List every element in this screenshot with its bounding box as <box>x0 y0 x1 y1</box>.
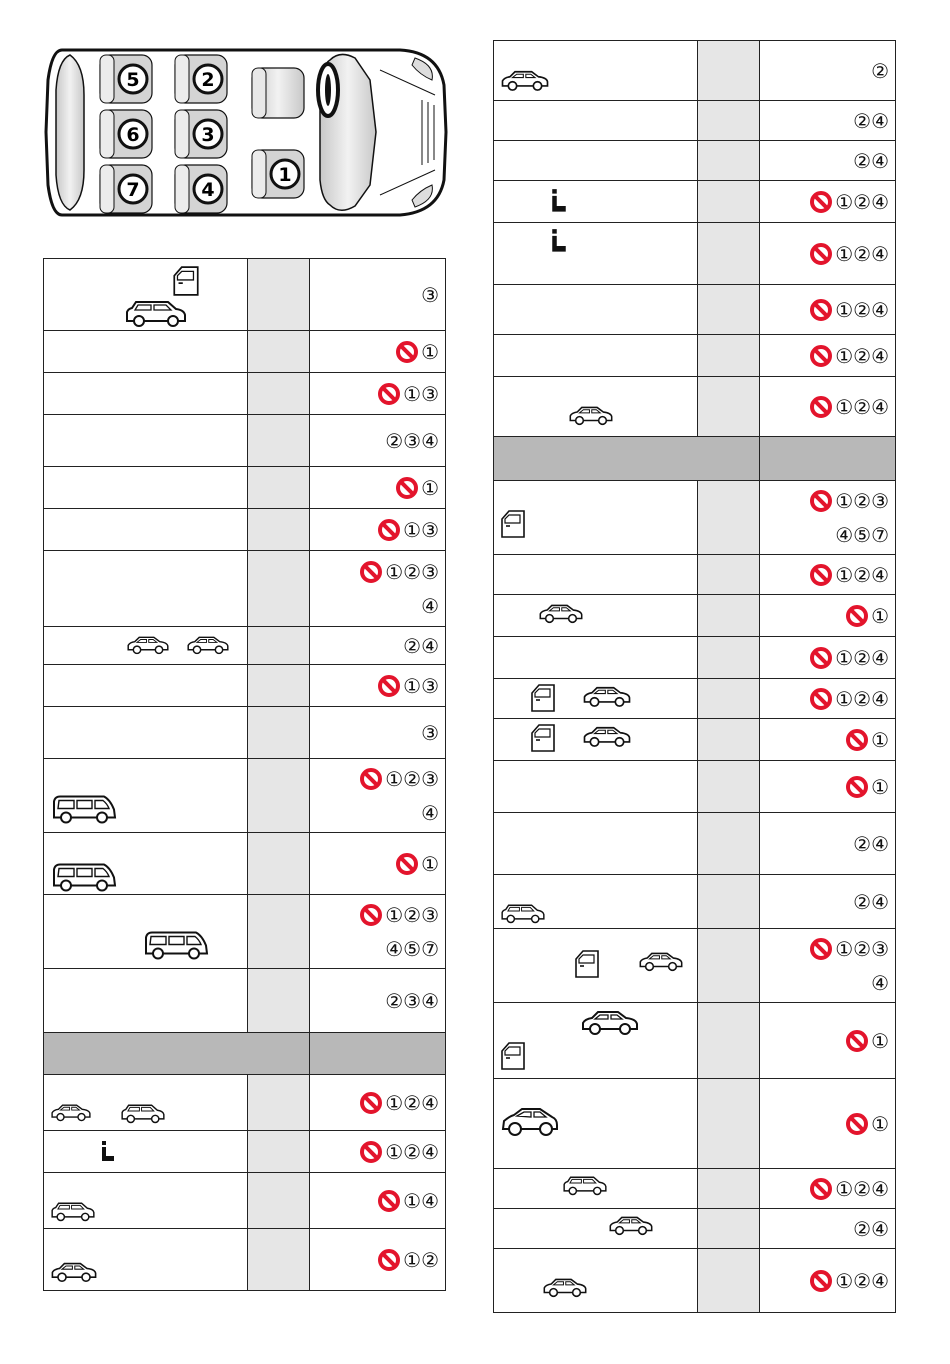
seat-numbers: ①③ <box>403 517 439 542</box>
right-table <box>493 40 896 1313</box>
table-row <box>494 377 896 437</box>
table-row <box>44 373 446 415</box>
shaded-cell <box>698 181 760 223</box>
seat-number: 3 <box>201 124 215 146</box>
seat-positions-cell <box>760 1169 896 1209</box>
hatchback-icon <box>500 1107 560 1141</box>
sedan-icon <box>542 1277 588 1302</box>
seat-numbers: ① <box>871 1028 889 1053</box>
table-row <box>44 969 446 1033</box>
table-row <box>44 759 446 833</box>
table-row <box>44 415 446 467</box>
table-row <box>44 467 446 509</box>
minivan-icon <box>50 861 118 896</box>
seat-number: 1 <box>278 164 292 186</box>
prohibited-icon <box>810 243 832 265</box>
table-row <box>494 875 896 929</box>
seat-numbers: ①②④ <box>835 394 889 419</box>
seat-positions-cell <box>310 467 446 509</box>
seat-positions-cell <box>310 895 446 969</box>
description-cell <box>44 895 248 969</box>
seat-positions-cell <box>310 415 446 467</box>
description-cell <box>494 285 698 335</box>
seat-numbers: ①② <box>403 1247 439 1272</box>
seat-numbers: ① <box>871 774 889 799</box>
table-row <box>494 101 896 141</box>
shaded-cell <box>698 555 760 595</box>
description-cell <box>494 1169 698 1209</box>
seat-numbers: ②④ <box>853 889 889 914</box>
seat-positions-cell <box>310 1131 446 1173</box>
table-row <box>494 1079 896 1169</box>
seat-positions-cell <box>760 41 896 101</box>
prohibited-icon <box>360 1092 382 1114</box>
seat-numbers: ①②④ <box>835 189 889 214</box>
shaded-cell <box>248 259 310 331</box>
prohibited-icon <box>846 605 868 627</box>
shaded-cell <box>248 1229 310 1291</box>
shaded-cell <box>698 1209 760 1249</box>
description-cell <box>44 627 248 665</box>
door-icon <box>530 683 556 717</box>
seat-positions-cell <box>760 377 896 437</box>
seat-number: 2 <box>201 69 215 91</box>
seat-5 <box>100 55 152 103</box>
shaded-cell <box>248 1173 310 1229</box>
description-cell <box>44 259 248 331</box>
shaded-cell <box>698 1079 760 1169</box>
sedan-icon <box>580 1009 640 1040</box>
description-cell <box>494 875 698 929</box>
table-row <box>494 223 896 285</box>
table-row <box>44 665 446 707</box>
prohibited-icon <box>378 675 400 697</box>
description-cell <box>494 595 698 637</box>
sedan-icon <box>638 951 684 976</box>
seat-positions-cell <box>760 285 896 335</box>
seat-6 <box>100 110 152 158</box>
seat-numbers: ②④ <box>403 633 439 658</box>
wagon-icon <box>120 1103 166 1128</box>
table-row <box>494 335 896 377</box>
seat-numbers: ① <box>421 475 439 500</box>
seat-numbers: ④ <box>421 800 439 825</box>
wagon-icon <box>500 903 546 928</box>
description-cell <box>494 181 698 223</box>
seat-positions-cell <box>760 761 896 813</box>
seat-position-diagram <box>40 40 450 225</box>
seat-numbers: ①②④ <box>835 645 889 670</box>
prohibited-icon <box>846 1113 868 1135</box>
wagon-icon <box>50 1201 96 1226</box>
table-row <box>44 331 446 373</box>
description-cell <box>494 101 698 141</box>
seat-numbers: ①②③ <box>835 488 889 513</box>
door-icon <box>500 509 526 543</box>
seat-icon <box>550 189 568 218</box>
seat-positions-cell <box>760 595 896 637</box>
shaded-cell <box>248 467 310 509</box>
prohibited-icon <box>378 519 400 541</box>
description-cell <box>44 969 248 1033</box>
seat-numbers: ②④ <box>853 831 889 856</box>
seat-numbers: ②④ <box>853 148 889 173</box>
seat-number: 5 <box>126 69 140 91</box>
wagon-icon <box>562 1175 608 1200</box>
sedan-icon <box>50 1103 92 1126</box>
seat-numbers: ① <box>871 1111 889 1136</box>
section-row <box>44 1033 446 1075</box>
seat-positions-cell <box>760 481 896 555</box>
table-row <box>494 595 896 637</box>
seat-numbers: ①②④ <box>835 1268 889 1293</box>
table-row <box>44 1075 446 1131</box>
seat-positions-cell <box>760 555 896 595</box>
table-row <box>494 41 896 101</box>
shaded-cell <box>698 637 760 679</box>
description-cell <box>494 377 698 437</box>
seat-numbers: ①③ <box>403 673 439 698</box>
table-row <box>494 141 896 181</box>
seat-number: 4 <box>201 179 215 201</box>
seat-positions-cell <box>760 1079 896 1169</box>
description-cell <box>494 223 698 285</box>
description-cell <box>494 1003 698 1079</box>
shaded-cell <box>698 761 760 813</box>
description-cell <box>44 467 248 509</box>
description-cell <box>494 679 698 719</box>
seat-numbers: ③ <box>421 282 439 307</box>
prohibited-icon <box>378 1190 400 1212</box>
seat-positions-cell <box>760 719 896 761</box>
seat-numbers: ②③④ <box>385 988 439 1013</box>
seat-positions-cell <box>760 141 896 181</box>
seat-numbers: ④ <box>421 593 439 618</box>
description-cell <box>44 331 248 373</box>
seat-icon <box>550 229 568 258</box>
table-row <box>494 181 896 223</box>
prohibited-icon <box>810 564 832 586</box>
description-cell <box>494 929 698 1003</box>
seat-numbers: ① <box>421 851 439 876</box>
shaded-cell <box>698 481 760 555</box>
shaded-cell <box>248 1131 310 1173</box>
seat-7 <box>100 165 152 213</box>
seat-numbers: ① <box>421 339 439 364</box>
prohibited-icon <box>846 729 868 751</box>
description-cell <box>494 481 698 555</box>
seat-numbers: ①③ <box>403 381 439 406</box>
seat-numbers: ①②③ <box>385 902 439 927</box>
seat-numbers: ③ <box>421 720 439 745</box>
seat-positions-cell <box>760 335 896 377</box>
prohibited-icon <box>846 1030 868 1052</box>
description-cell <box>494 637 698 679</box>
prohibited-icon <box>360 1141 382 1163</box>
seat-numbers: ①②④ <box>835 1176 889 1201</box>
shaded-cell <box>248 627 310 665</box>
shaded-cell <box>248 551 310 627</box>
prohibited-icon <box>846 776 868 798</box>
seat-numbers: ②③④ <box>385 428 439 453</box>
shaded-cell <box>248 509 310 551</box>
seat-positions-cell <box>310 759 446 833</box>
description-cell <box>44 551 248 627</box>
seat-number: 7 <box>126 179 140 201</box>
seat-numbers: ④ <box>871 970 889 995</box>
seat-positions-cell <box>760 679 896 719</box>
table-row <box>494 1209 896 1249</box>
seat-positions-cell <box>310 331 446 373</box>
seat-positions-cell <box>310 1229 446 1291</box>
seat-numbers: ② <box>871 58 889 83</box>
seat-numbers: ②④ <box>853 108 889 133</box>
seat-3 <box>175 110 227 158</box>
prohibited-icon <box>360 768 382 790</box>
table-row <box>494 1003 896 1079</box>
shaded-cell <box>698 679 760 719</box>
shaded-cell <box>698 813 760 875</box>
description-cell <box>494 41 698 101</box>
description-cell <box>44 759 248 833</box>
shaded-cell <box>248 331 310 373</box>
description-cell <box>494 141 698 181</box>
table-row <box>494 637 896 679</box>
section-row <box>494 437 896 481</box>
description-cell <box>44 1229 248 1291</box>
minivan-icon <box>50 793 118 828</box>
seat-positions-cell <box>760 929 896 1003</box>
shaded-cell <box>698 875 760 929</box>
prohibited-icon <box>810 1178 832 1200</box>
minivan-icon <box>142 929 210 964</box>
seat-positions-cell <box>310 259 446 331</box>
shaded-cell <box>698 285 760 335</box>
seat-positions-cell <box>310 833 446 895</box>
seat-positions-cell <box>310 969 446 1033</box>
description-cell <box>494 1209 698 1249</box>
shaded-cell <box>698 1249 760 1313</box>
seat-positions-cell <box>760 637 896 679</box>
seat-positions-cell <box>760 101 896 141</box>
seat-1 <box>252 150 304 198</box>
shaded-cell <box>698 101 760 141</box>
seat-numbers: ①②④ <box>385 1139 439 1164</box>
shaded-cell <box>698 1003 760 1079</box>
seat-numbers: ②④ <box>853 1216 889 1241</box>
table-row <box>44 833 446 895</box>
seat-positions-cell <box>310 551 446 627</box>
shaded-cell <box>248 373 310 415</box>
seat-numbers: ①②④ <box>835 562 889 587</box>
door-icon <box>530 723 556 757</box>
table-row <box>494 719 896 761</box>
description-cell <box>494 719 698 761</box>
seat-numbers: ①②④ <box>835 686 889 711</box>
seat-numbers: ① <box>871 727 889 752</box>
seat-numbers: ①②④ <box>835 241 889 266</box>
sedan-icon <box>126 635 170 659</box>
seat-positions-cell <box>760 223 896 285</box>
sedan-icon <box>500 69 550 96</box>
prohibited-icon <box>360 904 382 926</box>
left-table <box>43 258 446 1291</box>
shaded-cell <box>248 759 310 833</box>
prohibited-icon <box>810 490 832 512</box>
prohibited-icon <box>396 341 418 363</box>
prohibited-icon <box>378 1249 400 1271</box>
prohibited-icon <box>810 688 832 710</box>
seat-icon <box>100 1141 116 1167</box>
table-row <box>494 761 896 813</box>
prohibited-icon <box>378 383 400 405</box>
sedan-icon <box>608 1215 654 1240</box>
seat-positions-cell <box>310 627 446 665</box>
shaded-cell <box>248 707 310 759</box>
description-cell <box>494 813 698 875</box>
wagon-icon <box>124 299 188 332</box>
sedan-icon <box>568 405 614 430</box>
table-row <box>494 555 896 595</box>
table-row <box>44 895 446 969</box>
seat-numbers: ① <box>871 603 889 628</box>
table-row <box>44 1229 446 1291</box>
shaded-cell <box>248 665 310 707</box>
seat-numbers: ①②④ <box>835 297 889 322</box>
seat-positions-cell <box>760 1209 896 1249</box>
prohibited-icon <box>810 938 832 960</box>
description-cell <box>494 1249 698 1313</box>
table-row <box>44 1131 446 1173</box>
description-cell <box>44 1075 248 1131</box>
prohibited-icon <box>810 299 832 321</box>
shaded-cell <box>248 969 310 1033</box>
table-row <box>44 259 446 331</box>
seat-numbers: ①②③ <box>385 766 439 791</box>
table-row <box>494 1169 896 1209</box>
shaded-cell <box>698 223 760 285</box>
table-row <box>494 481 896 555</box>
seat-numbers: ①④ <box>403 1188 439 1213</box>
shaded-cell <box>248 415 310 467</box>
prohibited-icon <box>810 647 832 669</box>
sedan-icon <box>50 1261 98 1287</box>
shaded-cell <box>248 833 310 895</box>
table-row <box>494 1249 896 1313</box>
description-cell <box>44 1173 248 1229</box>
shaded-cell <box>698 41 760 101</box>
description-cell <box>44 707 248 759</box>
seat-numbers: ①②④ <box>835 343 889 368</box>
door-icon <box>574 949 600 983</box>
sedan-icon <box>582 725 632 752</box>
description-cell <box>44 509 248 551</box>
prohibited-icon <box>810 191 832 213</box>
shaded-cell <box>698 719 760 761</box>
seat-positions-cell <box>310 707 446 759</box>
description-cell <box>44 665 248 707</box>
table-row <box>494 929 896 1003</box>
seat-numbers: ④⑤⑦ <box>835 522 889 547</box>
seat-positions-cell <box>310 1075 446 1131</box>
prohibited-icon <box>360 561 382 583</box>
seat-numbers: ①②④ <box>385 1090 439 1115</box>
shaded-cell <box>698 595 760 637</box>
sedan-icon <box>186 635 230 659</box>
description-cell <box>494 761 698 813</box>
table-row <box>44 707 446 759</box>
seat-numbers: ①②③ <box>385 559 439 584</box>
seat-positions-cell <box>310 509 446 551</box>
seat-positions-cell <box>760 1249 896 1313</box>
shaded-cell <box>698 141 760 181</box>
seat-positions-cell <box>760 1003 896 1079</box>
description-cell <box>494 1079 698 1169</box>
seat-2 <box>175 55 227 103</box>
seat-positions-cell <box>310 665 446 707</box>
prohibited-icon <box>810 345 832 367</box>
shaded-cell <box>698 929 760 1003</box>
seat-numbers: ①②③ <box>835 936 889 961</box>
description-cell <box>44 373 248 415</box>
sedan-icon <box>538 603 584 628</box>
seat-positions-cell <box>310 373 446 415</box>
table-row <box>494 679 896 719</box>
table-row <box>494 285 896 335</box>
door-icon <box>172 265 200 301</box>
shaded-cell <box>698 377 760 437</box>
table-row <box>44 551 446 627</box>
prohibited-icon <box>810 1270 832 1292</box>
seat-4 <box>175 165 227 213</box>
description-cell <box>44 1131 248 1173</box>
description-cell <box>44 833 248 895</box>
shaded-cell <box>698 335 760 377</box>
description-cell <box>494 555 698 595</box>
seat-numbers: ④⑤⑦ <box>385 936 439 961</box>
seat-positions-cell <box>760 181 896 223</box>
table-row <box>494 813 896 875</box>
seat-positions-cell <box>760 875 896 929</box>
table-row <box>44 627 446 665</box>
description-cell <box>494 335 698 377</box>
shaded-cell <box>248 1075 310 1131</box>
prohibited-icon <box>396 477 418 499</box>
sedan-icon <box>582 685 632 712</box>
table-row <box>44 509 446 551</box>
shaded-cell <box>248 895 310 969</box>
seat-positions-cell <box>310 1173 446 1229</box>
shaded-cell <box>698 1169 760 1209</box>
door-icon <box>500 1041 526 1075</box>
seat-number: 6 <box>126 124 140 146</box>
table-row <box>44 1173 446 1229</box>
seat-positions-cell <box>760 813 896 875</box>
prohibited-icon <box>810 396 832 418</box>
description-cell <box>44 415 248 467</box>
prohibited-icon <box>396 853 418 875</box>
